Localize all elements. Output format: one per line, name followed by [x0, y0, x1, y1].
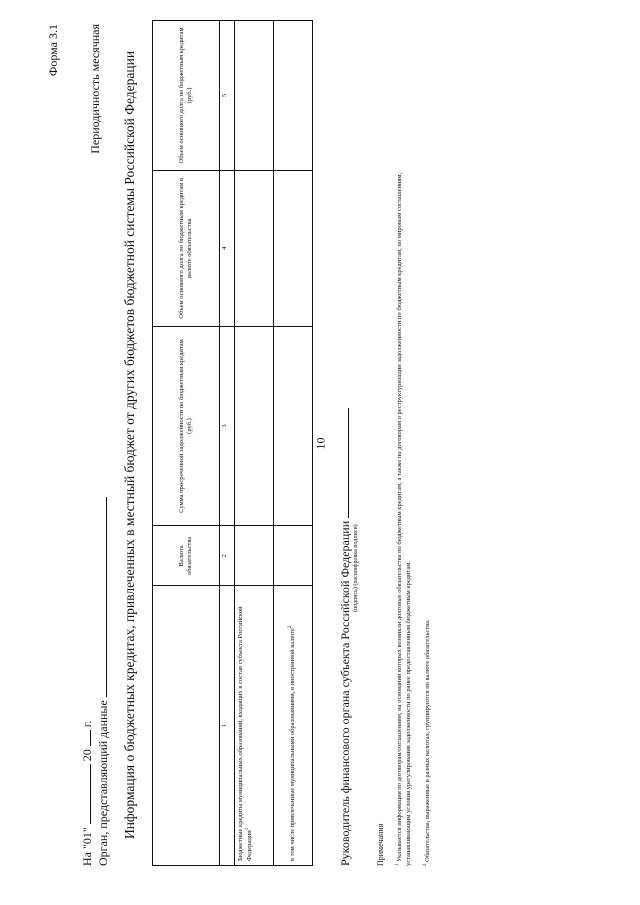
column-number: 1: [220, 586, 235, 866]
table-cell[interactable]: [235, 526, 274, 586]
footnote-marker: 1: [395, 863, 400, 866]
table-cell[interactable]: [274, 526, 313, 586]
report-date-line: [78, 721, 95, 866]
table-cell[interactable]: [274, 21, 313, 171]
footnote-2-text: Обязательства, выраженные в разных валютах, группируются по валюте обязательства.: [424, 619, 432, 862]
footnote-marker: 2: [423, 863, 428, 866]
column-number: 2: [220, 526, 235, 586]
page-number: 10: [313, 437, 328, 450]
table-header-row: [153, 21, 220, 866]
date-year-blank: [78, 730, 91, 746]
table-cell[interactable]: [235, 170, 274, 326]
footnote-ref: 2: [288, 625, 294, 629]
footnote-1: [394, 146, 413, 866]
header-debt-currency: Объем основного долга по бюджетным кредитам в валюте обязательства: [153, 170, 220, 326]
header-overdue-amount: Сумма просроченной задолженности по бюджетным кредитам (руб.): [153, 326, 220, 526]
date-prefix: На "01": [80, 827, 94, 866]
table-row: [274, 21, 313, 866]
footnote-2: [422, 146, 432, 866]
row2-label: в том числе привлеченные муниципальными образованиями, в иностранной валюте: [289, 628, 297, 861]
table-number-row: [220, 21, 235, 866]
footnote-1-text: Указывается информация по договорам/соглашениям, на основании которых возникли долговые обязательства по бюджетным кредитам, а также по договорам о реструктуризации задолженности по бюджетным кредитам, по мировым соглашениям, устанавливающим условия урегулирования задолженности по ранее предоставленным бюджетным кредитам.: [396, 172, 413, 866]
row-label: [235, 586, 274, 866]
rotated-form-sheet: [40, 20, 610, 870]
signature-line: [336, 408, 353, 866]
date-year-prefix: 20: [80, 749, 94, 762]
form-label: Форма 3.1: [46, 24, 60, 77]
row1-label: Бюджетные кредиты муниципальных образований, входящих в состав субъекта Российской Федерации: [237, 606, 254, 861]
periodicity-label: Периодичность месячная: [88, 24, 102, 154]
organization-line: [94, 497, 111, 866]
notes-title: Примечания: [376, 823, 385, 866]
column-number: 5: [220, 21, 235, 171]
header-currency: Валюта обязательства: [153, 526, 220, 586]
column-number: 4: [220, 170, 235, 326]
table-cell[interactable]: [274, 326, 313, 526]
table-row: [235, 21, 274, 866]
signature-label: Руководитель финансового органа субъекта Российской Федерации: [338, 520, 352, 866]
column-number: 3: [220, 326, 235, 526]
date-suffix: г.: [80, 720, 94, 728]
table-cell[interactable]: [235, 326, 274, 526]
row-label: [274, 586, 313, 866]
header-label-column: [153, 586, 220, 866]
date-month-blank: [78, 764, 91, 824]
footnote-ref: 1: [245, 827, 251, 831]
organization-label: Орган, представляющий данные: [96, 700, 110, 866]
signature-caption: (подпись) (расшифровка подписи): [353, 524, 359, 612]
credits-table: [152, 20, 313, 866]
signature-blank: [336, 408, 349, 518]
organization-blank: [94, 497, 107, 697]
table-cell[interactable]: [274, 170, 313, 326]
form-title: Информация о бюджетных кредитах, привлеченных в местный бюджет от других бюджетов бюджетной системы Российской Федерации: [122, 50, 137, 840]
table-cell[interactable]: [235, 21, 274, 171]
header-debt-rub: Объем основного долга по бюджетным кредитам (руб.): [153, 21, 220, 171]
